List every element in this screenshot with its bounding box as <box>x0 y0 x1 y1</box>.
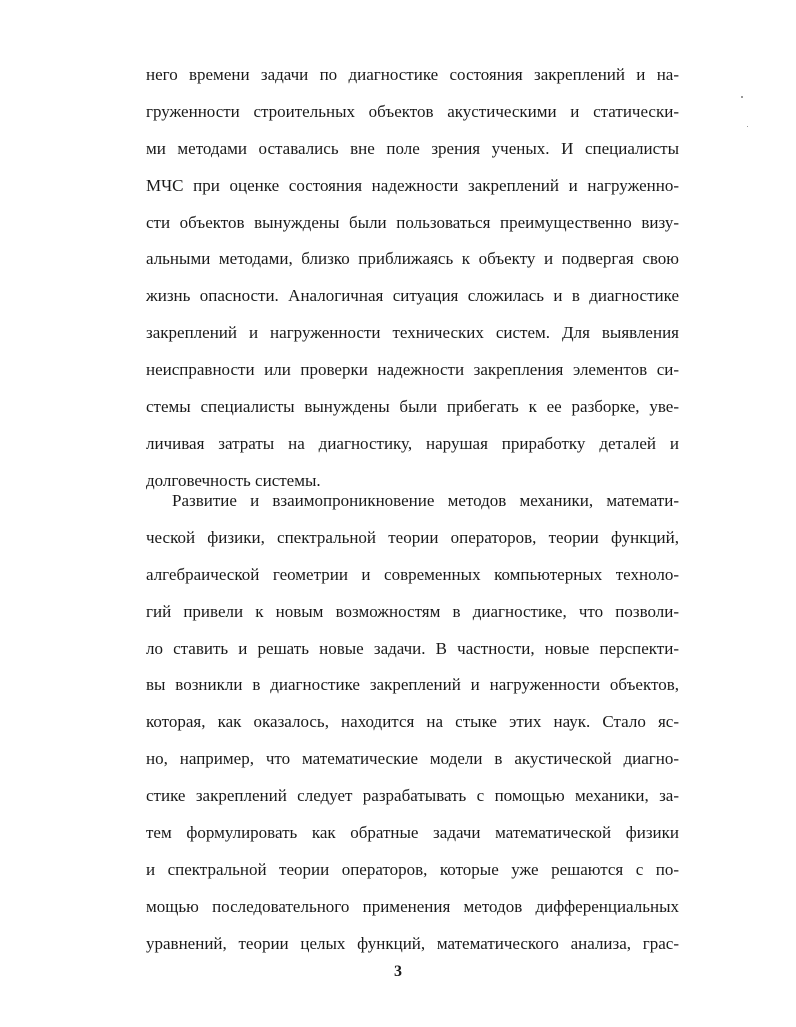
text-line: ми методами оставались вне поле зрения ученых. И специалисты <box>146 138 679 158</box>
text-line: долговечность системы. <box>146 470 321 490</box>
text-line: которая, как оказалось, находится на стыке этих наук. Стало яс- <box>146 712 679 732</box>
text-line: алгебраической геометрии и современных компьютерных техноло- <box>146 564 679 584</box>
text-line: сти объектов вынуждены были пользоваться преимущественно визу- <box>146 212 679 232</box>
text-line: неисправности или проверки надежности закрепления элементов си- <box>146 360 679 380</box>
text-line: личивая затраты на диагностику, нарушая приработку деталей и <box>146 433 679 453</box>
text-line: и спектральной теории операторов, которые уже решаются с по- <box>146 859 679 879</box>
text-line: тем формулировать как обратные задачи математической физики <box>146 823 679 843</box>
text-line: мощью последовательного применения методов дифференциальных <box>146 896 679 916</box>
text-line: стемы специалисты вынуждены были прибегать к ее разборке, уве- <box>146 397 679 417</box>
text-line: Развитие и взаимопроникновение методов механики, математи- <box>172 491 679 510</box>
text-line: жизнь опасности. Аналогичная ситуация сложилась и в диагностике <box>146 286 679 306</box>
text-line: груженности строительных объектов акустическими и статически- <box>146 101 679 121</box>
text-line: МЧС при оценке состояния надежности закреплений и нагруженно- <box>146 175 679 195</box>
text-line: ло ставить и решать новые задачи. В частности, новые перспекти- <box>146 638 679 658</box>
text-line: закреплений и нагруженности технических систем. Для выявления <box>146 323 679 343</box>
text-line: но, например, что математические модели в акустической диагно- <box>146 749 679 769</box>
text-line: ческой физики, спектральной теории операторов, теории функций, <box>146 527 679 547</box>
paragraph-1 <box>146 57 679 500</box>
page-number: 3 <box>394 963 402 980</box>
paragraph-2 <box>146 483 679 963</box>
scan-speck <box>741 96 743 98</box>
text-line: альными методами, близко приближаясь к объекту и подвергая свою <box>146 249 679 269</box>
scan-speck <box>747 126 748 127</box>
text-line: него времени задачи по диагностике состояния закреплений и на- <box>146 65 679 84</box>
text-line: уравнений, теории целых функций, математического анализа, грас- <box>146 933 679 953</box>
text-line: гий привели к новым возможностям в диагностике, что позволи- <box>146 601 679 621</box>
text-line: вы возникли в диагностике закреплений и нагруженности объектов, <box>146 675 679 695</box>
text-line: стике закреплений следует разрабатывать с помощью механики, за- <box>146 786 679 806</box>
